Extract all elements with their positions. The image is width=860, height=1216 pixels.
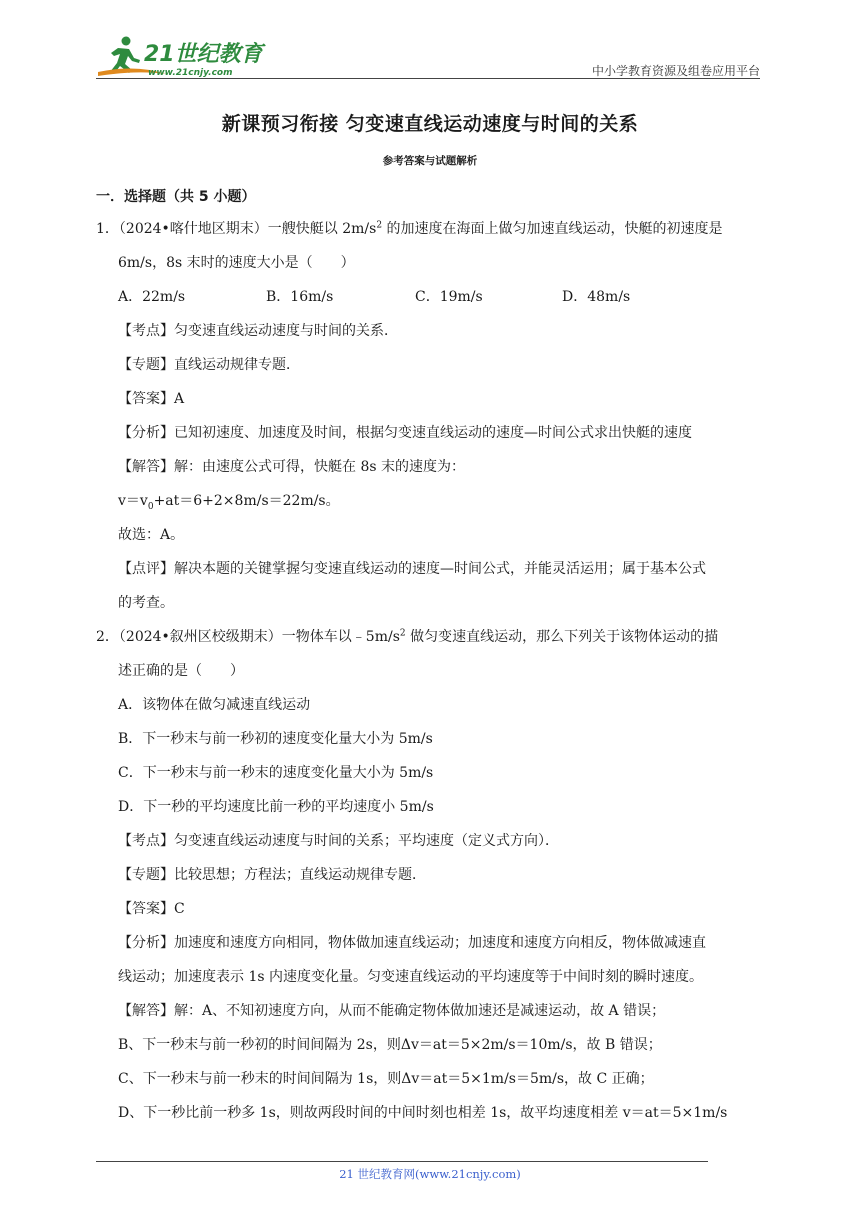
footer-divider <box>96 1161 708 1162</box>
q1-choose: 故选：A。 <box>118 527 185 543</box>
page-header <box>96 32 760 80</box>
section-heading: 一．选择题（共 5 小题） <box>96 189 256 205</box>
q2-fenxi-line2: 线运动；加速度表示 1s 内速度变化量。匀变速直线运动的平均速度等于中间时刻的瞬时速度。 <box>118 969 703 985</box>
q1-stem-line2: 6m/s，8s 末时的速度大小是（ ） <box>118 255 355 271</box>
q1-option-b: B．16m/s <box>266 289 334 305</box>
running-man-icon <box>110 37 140 75</box>
page-subtitle: 参考答案与试题解析 <box>382 155 478 167</box>
q1-answer: 【答案】A <box>118 391 185 407</box>
q2-answer: 【答案】C <box>118 901 185 917</box>
q1-zhuanti: 【专题】直线运动规律专题． <box>118 357 300 373</box>
logo-text: 21世纪教育 <box>144 42 263 67</box>
q1-stem-line1: 1．（2024•喀什地区期末）一艘快艇以 $2m/s^2$ 的加速度在海面上做匀加速直线运动，快艇的初速度是 <box>96 220 723 237</box>
q2-fenxi-line1: 【分析】加速度和速度方向相同，物体做加速直线运动；加速度和速度方向相反，物体做减速直 <box>118 935 706 951</box>
header-divider <box>96 78 760 79</box>
q1-dianping-line1: 【点评】解决本题的关键掌握匀变速直线运动的速度—时间公式，并能灵活运用；属于基本公式 <box>118 561 706 577</box>
q2-option-c: C．下一秒末与前一秒末的速度变化量大小为 5m/s <box>118 765 434 781</box>
logo-21cnjy <box>96 34 266 78</box>
q2-jieda-c: C、下一秒末与前一秒末的时间间隔为 1s，则Δv＝at＝5×1m/s＝5m/s，故 C 正确； <box>118 1071 654 1087</box>
q1-option-c: C．19m/s <box>415 289 483 305</box>
logo-url: www.21cnjy.com <box>148 68 233 78</box>
q2-stem-line2: 述正确的是（ ） <box>118 663 244 679</box>
q1-kaodian: 【考点】匀变速直线运动速度与时间的关系． <box>118 323 398 339</box>
q1-formula: $v=v_0+at=6+2\times 8m/s=22m/s$。 <box>118 493 340 512</box>
q1-option-a: A．22m/s <box>118 289 186 305</box>
q2-jieda: 【解答】解：A、不知初速度方向，从而不能确定物体做加速还是减速运动，故 A 错误； <box>118 1003 666 1019</box>
q2-zhuanti: 【专题】比较思想；方程法；直线运动规律专题． <box>118 867 426 883</box>
footer-link[interactable]: 21 世纪教育网(www.21cnjy.com) <box>339 1167 521 1181</box>
q2-option-d: D．下一秒的平均速度比前一秒的平均速度小 5m/s <box>118 799 434 815</box>
platform-name: 中小学教育资源及组卷应用平台 <box>591 64 760 78</box>
q2-option-b: B．下一秒末与前一秒初的速度变化量大小为 5m/s <box>118 731 433 747</box>
q2-option-a: A．该物体在做匀减速直线运动 <box>118 697 311 713</box>
q2-jieda-d: D、下一秒比前一秒多 1s，则故两段时间的中间时刻也相差 1s，故平均速度相差 v＝at＝5×1m/s <box>118 1105 728 1121</box>
page-title: 新课预习衔接 匀变速直线运动速度与时间的关系 <box>221 113 639 135</box>
q1-option-d: D．48m/s <box>562 289 631 305</box>
q1-jieda: 【解答】解：由速度公式可得，快艇在 8s 末的速度为： <box>118 459 465 475</box>
q2-jieda-b: B、下一秒末与前一秒初的时间间隔为 2s，则Δv＝at＝5×2m/s＝10m/s，故 B 错误； <box>118 1037 662 1053</box>
q1-dianping-line2: 的考查。 <box>118 595 174 611</box>
q2-stem-line1: 2．（2024•叙州区校级期末）一物体车以$﹣5m/s^2$ 做匀变速直线运动，那么下列关于该物体运动的描 <box>96 628 719 645</box>
q1-fenxi: 【分析】已知初速度、加速度及时间，根据匀变速直线运动的速度—时间公式求出快艇的速度 <box>118 425 692 441</box>
q2-kaodian: 【考点】匀变速直线运动速度与时间的关系；平均速度（定义式方向）． <box>118 833 559 849</box>
